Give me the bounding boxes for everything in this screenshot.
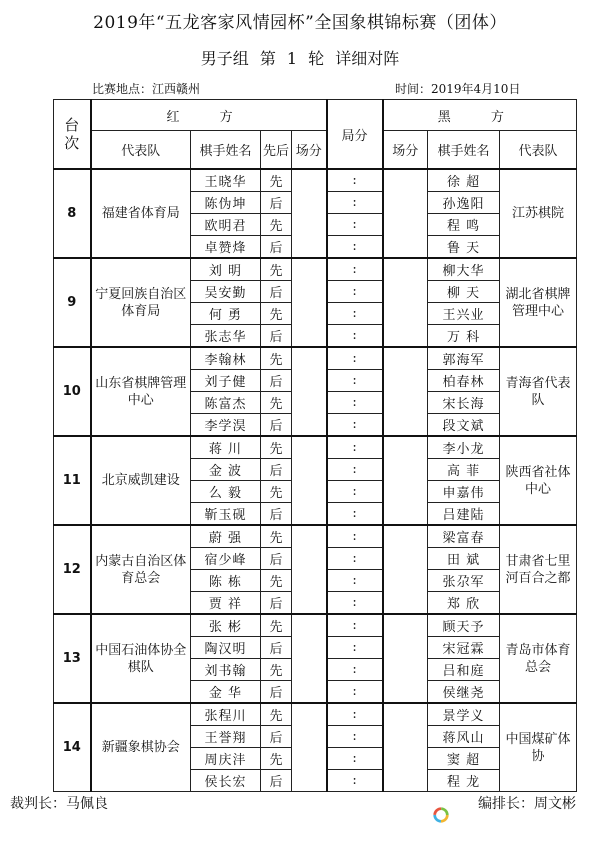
- move-order: 先: [261, 748, 292, 770]
- move-order: 后: [261, 325, 292, 348]
- move-order: 先: [261, 258, 292, 281]
- game-score-separator: :: [327, 281, 383, 303]
- black-player-name: 蒋风山: [428, 726, 500, 748]
- red-player-name: 陶汉明: [191, 637, 261, 659]
- move-order: 后: [261, 770, 292, 792]
- move-order: 先: [261, 525, 292, 548]
- black-match-points: [383, 614, 428, 703]
- move-order: 后: [261, 370, 292, 392]
- black-team-name: 青海省代表队: [500, 347, 577, 436]
- black-team-header: 代表队: [500, 131, 577, 170]
- game-score-separator: :: [327, 392, 383, 414]
- black-player-name: 侯继尧: [428, 681, 500, 704]
- round-number: 11: [54, 436, 91, 525]
- black-side-header: 黑 方: [383, 100, 577, 131]
- red-player-name: 蔚 强: [191, 525, 261, 548]
- game-score-separator: :: [327, 214, 383, 236]
- game-score-separator: :: [327, 748, 383, 770]
- chief-referee-label: 裁判长：马佩良: [10, 796, 108, 812]
- move-order: 先: [261, 570, 292, 592]
- red-player-name: 李翰林: [191, 347, 261, 370]
- move-order: 后: [261, 726, 292, 748]
- red-player-name: 张程川: [191, 703, 261, 726]
- board-row: [54, 169, 577, 192]
- game-score-separator: :: [327, 169, 383, 192]
- move-order: 后: [261, 681, 292, 704]
- game-score-separator: :: [327, 414, 383, 437]
- red-player-name: 卓赞烽: [191, 236, 261, 259]
- game-score-separator: :: [327, 436, 383, 459]
- red-match-points: [292, 436, 327, 525]
- red-player-name: 蒋 川: [191, 436, 261, 459]
- game-score-separator: :: [327, 548, 383, 570]
- date-label: 时间：2019年4月10日: [395, 82, 521, 96]
- game-score-header: 局分: [327, 100, 383, 170]
- move-order: 先: [261, 214, 292, 236]
- red-player-name: 刘书翰: [191, 659, 261, 681]
- red-player-name: 刘子健: [191, 370, 261, 392]
- red-player-name: 陈伪坤: [191, 192, 261, 214]
- board-row: [54, 347, 577, 370]
- black-team-name: 甘肃省七里河百合之都: [500, 525, 577, 614]
- game-score-separator: :: [327, 525, 383, 548]
- move-order: 后: [261, 503, 292, 526]
- red-player-name: 陈富杰: [191, 392, 261, 414]
- red-team-name: 山东省棋牌管理中心: [91, 347, 191, 436]
- black-player-name: 王兴业: [428, 303, 500, 325]
- game-score-separator: :: [327, 325, 383, 348]
- red-player-name: 周庆沣: [191, 748, 261, 770]
- red-team-name: 内蒙古自治区体育总会: [91, 525, 191, 614]
- black-player-name: 程 鸣: [428, 214, 500, 236]
- black-player-name: 郑 欣: [428, 592, 500, 615]
- red-team-name: 宁夏回族自治区体育局: [91, 258, 191, 347]
- red-player-name: 么 毅: [191, 481, 261, 503]
- red-player-name: 吴安勤: [191, 281, 261, 303]
- black-match-points: [383, 525, 428, 614]
- move-order: 先: [261, 169, 292, 192]
- move-order: 先: [261, 614, 292, 637]
- red-player-header: 棋手姓名: [191, 131, 261, 170]
- red-team-name: 北京威凯建设: [91, 436, 191, 525]
- black-player-name: 申嘉伟: [428, 481, 500, 503]
- red-player-name: 宿少峰: [191, 548, 261, 570]
- red-player-name: 金 波: [191, 459, 261, 481]
- black-player-name: 宋冠霖: [428, 637, 500, 659]
- game-score-separator: :: [327, 347, 383, 370]
- black-player-name: 程 龙: [428, 770, 500, 792]
- round-number: 9: [54, 258, 91, 347]
- black-player-name: 柳大华: [428, 258, 500, 281]
- header-row-sides: [54, 100, 577, 131]
- black-match-points: [383, 703, 428, 792]
- round-header: 台 次: [54, 100, 91, 170]
- round-number: 10: [54, 347, 91, 436]
- move-order: 后: [261, 192, 292, 214]
- black-player-name: 景学义: [428, 703, 500, 726]
- black-player-header: 棋手姓名: [428, 131, 500, 170]
- game-score-separator: :: [327, 770, 383, 792]
- red-player-name: 王誉翔: [191, 726, 261, 748]
- move-order: 后: [261, 459, 292, 481]
- red-player-name: 靳玉砚: [191, 503, 261, 526]
- game-score-separator: :: [327, 614, 383, 637]
- red-team-name: 中国石油体协全棋队: [91, 614, 191, 703]
- black-player-name: 柏春林: [428, 370, 500, 392]
- round-number: 14: [54, 703, 91, 792]
- black-match-points: [383, 436, 428, 525]
- move-order: 后: [261, 592, 292, 615]
- black-player-name: 顾天予: [428, 614, 500, 637]
- red-player-name: 何 勇: [191, 303, 261, 325]
- red-match-points: [292, 525, 327, 614]
- red-player-name: 刘 明: [191, 258, 261, 281]
- move-order: 后: [261, 414, 292, 437]
- black-player-name: 高 菲: [428, 459, 500, 481]
- move-order: 先: [261, 392, 292, 414]
- move-order: 后: [261, 548, 292, 570]
- move-order: 先: [261, 481, 292, 503]
- red-team-name: 新疆象棋协会: [91, 703, 191, 792]
- red-match-points: [292, 703, 327, 792]
- black-player-name: 柳 天: [428, 281, 500, 303]
- black-player-name: 吕建陆: [428, 503, 500, 526]
- red-team-name: 福建省体育局: [91, 169, 191, 258]
- move-order: 后: [261, 236, 292, 259]
- black-team-name: 中国煤矿体协: [500, 703, 577, 792]
- red-player-name: 张 彬: [191, 614, 261, 637]
- round-number: 8: [54, 169, 91, 258]
- game-score-separator: :: [327, 481, 383, 503]
- black-points-header: 场分: [383, 131, 428, 170]
- move-order: 后: [261, 637, 292, 659]
- black-player-name: 李小龙: [428, 436, 500, 459]
- red-player-name: 李学淏: [191, 414, 261, 437]
- venue-label: 比赛地点：江西赣州: [92, 82, 201, 96]
- black-team-name: 青岛市体育总会: [500, 614, 577, 703]
- move-order: 先: [261, 659, 292, 681]
- game-score-separator: :: [327, 503, 383, 526]
- black-player-name: 梁富春: [428, 525, 500, 548]
- red-team-header: 代表队: [91, 131, 191, 170]
- red-order-header: 先后: [261, 131, 292, 170]
- red-side-header: 红 方: [91, 100, 327, 131]
- game-score-separator: :: [327, 236, 383, 259]
- black-team-name: 湖北省棋牌管理中心: [500, 258, 577, 347]
- game-score-separator: :: [327, 370, 383, 392]
- board-row: [54, 258, 577, 281]
- round-number: 12: [54, 525, 91, 614]
- board-row: [54, 436, 577, 459]
- header-row-columns: [54, 131, 577, 170]
- red-player-name: 贾 祥: [191, 592, 261, 615]
- red-player-name: 侯长宏: [191, 770, 261, 792]
- game-score-separator: :: [327, 570, 383, 592]
- move-order: 先: [261, 303, 292, 325]
- board-row: [54, 525, 577, 548]
- black-player-name: 窦 超: [428, 748, 500, 770]
- black-player-name: 段文斌: [428, 414, 500, 437]
- black-match-points: [383, 258, 428, 347]
- game-score-separator: :: [327, 726, 383, 748]
- black-player-name: 徐 超: [428, 169, 500, 192]
- black-player-name: 田 斌: [428, 548, 500, 570]
- black-player-name: 吕和庭: [428, 659, 500, 681]
- red-player-name: 王晓华: [191, 169, 261, 192]
- game-score-separator: :: [327, 592, 383, 615]
- game-score-separator: :: [327, 681, 383, 704]
- red-player-name: 欧明君: [191, 214, 261, 236]
- black-match-points: [383, 169, 428, 258]
- black-player-name: 万 科: [428, 325, 500, 348]
- move-order: 先: [261, 347, 292, 370]
- red-match-points: [292, 614, 327, 703]
- app-logo-icon: [432, 806, 450, 824]
- game-score-separator: :: [327, 459, 383, 481]
- black-player-name: 宋长海: [428, 392, 500, 414]
- red-player-name: 金 华: [191, 681, 261, 704]
- black-player-name: 张尕军: [428, 570, 500, 592]
- pairing-table: [53, 99, 577, 792]
- black-player-name: 郭海军: [428, 347, 500, 370]
- game-score-separator: :: [327, 258, 383, 281]
- game-score-separator: :: [327, 303, 383, 325]
- game-score-separator: :: [327, 637, 383, 659]
- red-match-points: [292, 347, 327, 436]
- red-player-name: 陈 栋: [191, 570, 261, 592]
- red-match-points: [292, 169, 327, 258]
- round-number: 13: [54, 614, 91, 703]
- document-subtitle: 男子组 第 1 轮 详细对阵: [200, 49, 400, 68]
- game-score-separator: :: [327, 703, 383, 726]
- move-order: 先: [261, 703, 292, 726]
- document-title: 2019年“五龙客家风情园杯”全国象棋锦标赛（团体）: [93, 13, 507, 33]
- game-score-separator: :: [327, 192, 383, 214]
- red-player-name: 张志华: [191, 325, 261, 348]
- board-row: [54, 703, 577, 726]
- black-player-name: 鲁 天: [428, 236, 500, 259]
- game-score-separator: :: [327, 659, 383, 681]
- red-match-points: [292, 258, 327, 347]
- board-row: [54, 614, 577, 637]
- red-points-header: 场分: [292, 131, 327, 170]
- chief-scheduler-label: 编排长：周文彬: [478, 796, 576, 812]
- move-order: 先: [261, 436, 292, 459]
- black-player-name: 孙逸阳: [428, 192, 500, 214]
- black-team-name: 陕西省社体中心: [500, 436, 577, 525]
- black-team-name: 江苏棋院: [500, 169, 577, 258]
- move-order: 后: [261, 281, 292, 303]
- black-match-points: [383, 347, 428, 436]
